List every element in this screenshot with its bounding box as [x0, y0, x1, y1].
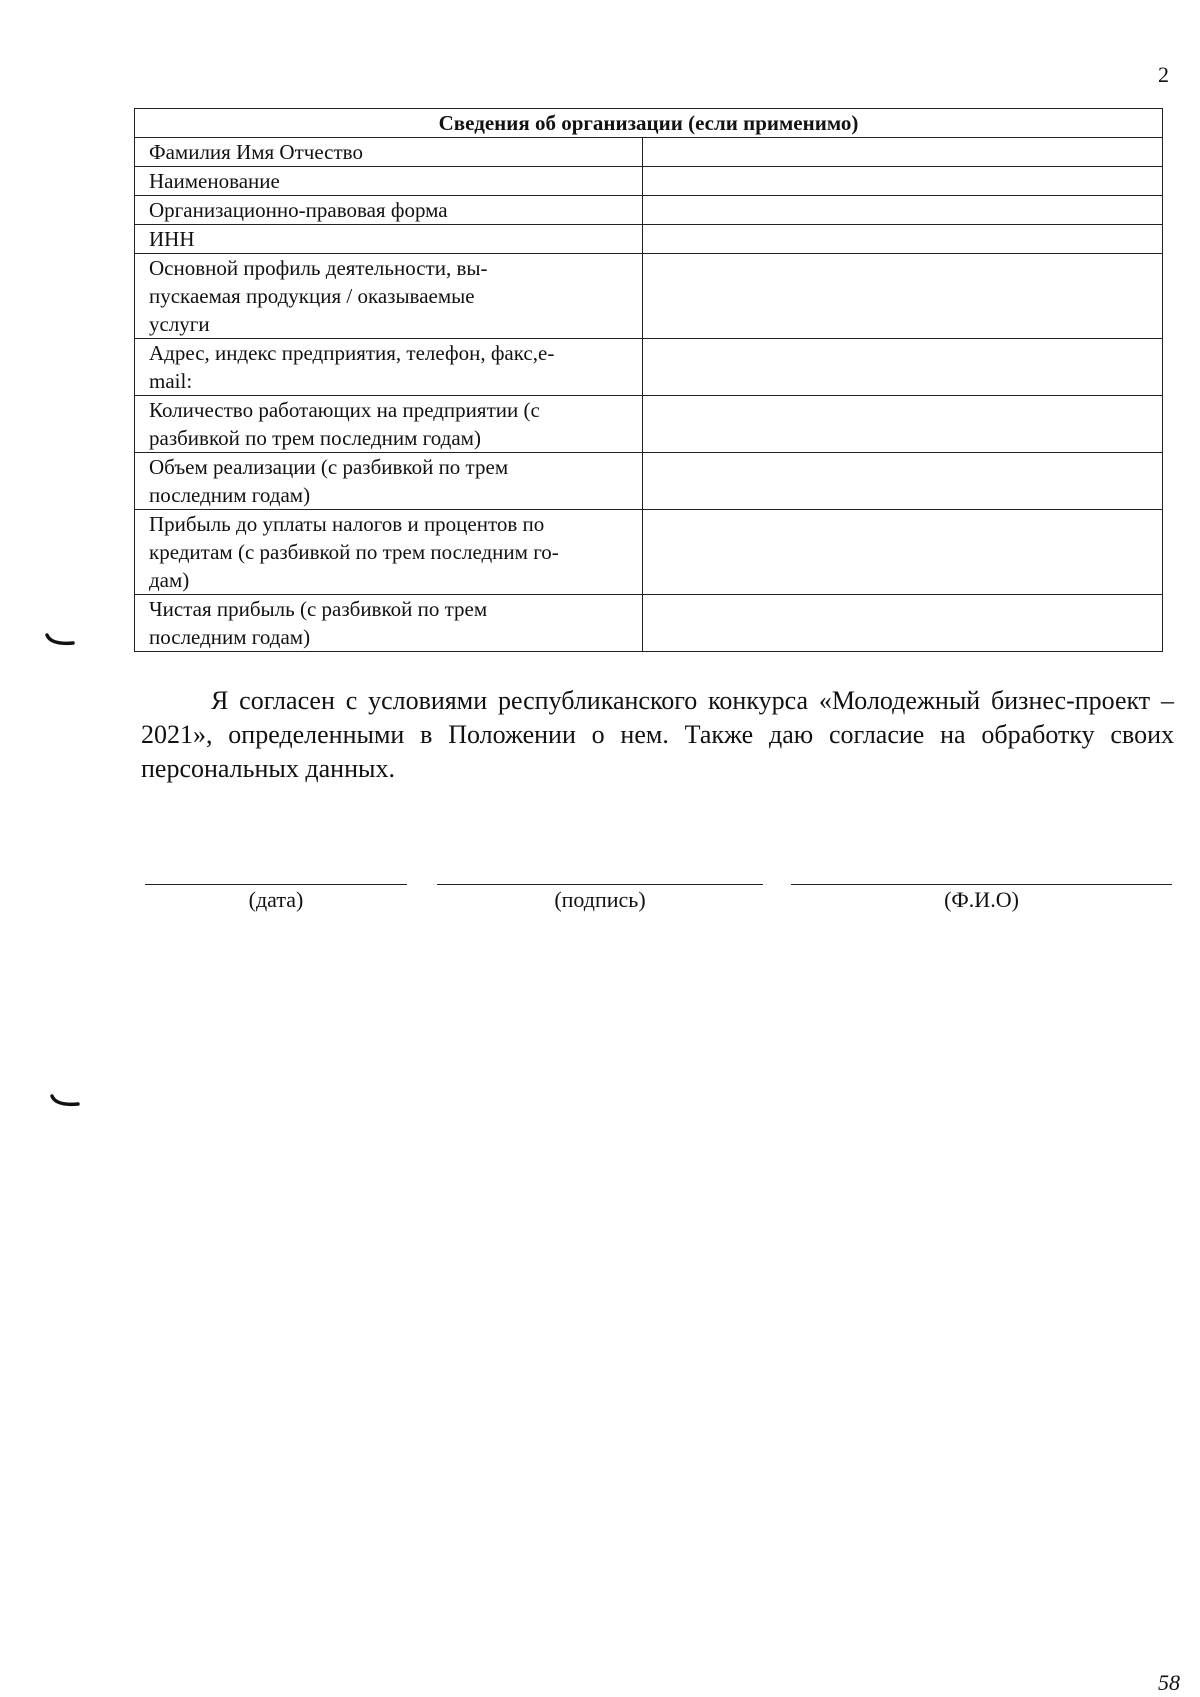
consent-paragraph: Я согласен с условиями республиканского конкурса «Молодежный бизнес-проект – 2021», определенными в Положении о нем. Также даю согласие на обработку своих персональных данных. — [141, 686, 1174, 783]
date-label: (дата) — [248, 887, 304, 912]
row-label-full-name: Фамилия Имя Отчество — [135, 138, 643, 167]
row-label-activity-profile: Основной профиль деятельности, вы- пускаемая продукция / оказываемые услуги — [135, 254, 643, 339]
table-row — [135, 225, 1163, 254]
row-value-employees[interactable] — [643, 396, 1163, 453]
binder-hole-mark-icon — [50, 1094, 80, 1110]
page-number: 2 — [1158, 62, 1169, 87]
table-row — [135, 510, 1163, 595]
row-value-name[interactable] — [643, 167, 1163, 196]
row-value-inn[interactable] — [643, 225, 1163, 254]
row-value-net-profit[interactable] — [643, 595, 1163, 652]
row-label-name: Наименование — [135, 167, 643, 196]
row-value-pretax-profit[interactable] — [643, 510, 1163, 595]
row-label-employees: Количество работающих на предприятии (с разбивкой по трем последним годам) — [135, 396, 643, 453]
row-label-net-profit: Чистая прибыль (с разбивкой по трем последним годам) — [135, 595, 643, 652]
row-label-legal-form: Организационно-правовая форма — [135, 196, 643, 225]
table-row — [135, 196, 1163, 225]
table-header-row — [135, 109, 1163, 138]
row-value-sales-volume[interactable] — [643, 453, 1163, 510]
signature-label: (подпись) — [554, 887, 646, 912]
table-row — [135, 595, 1163, 652]
full-name-label: (Ф.И.О) — [944, 887, 1019, 912]
row-label-sales-volume: Объем реализации (с разбивкой по трем последним годам) — [135, 453, 643, 510]
handwritten-page-mark: 58 — [1158, 1670, 1180, 1695]
date-line[interactable] — [145, 884, 407, 885]
organization-info-table — [134, 108, 1163, 652]
row-label-address: Адрес, индекс предприятия, телефон, факс,e- mail: — [135, 339, 643, 396]
signature-line[interactable] — [437, 884, 763, 885]
row-label-pretax-profit: Прибыль до уплаты налогов и процентов по кредитам (с разбивкой по трем последним го- дам) — [135, 510, 643, 595]
full-name-line[interactable] — [791, 884, 1172, 885]
row-label-inn: ИНН — [135, 225, 643, 254]
table-row — [135, 396, 1163, 453]
table-row — [135, 254, 1163, 339]
row-value-legal-form[interactable] — [643, 196, 1163, 225]
row-value-activity-profile[interactable] — [643, 254, 1163, 339]
table-title: Сведения об организации (если применимо) — [135, 109, 1163, 138]
table-row — [135, 167, 1163, 196]
binder-hole-mark-icon — [45, 633, 75, 649]
row-value-full-name[interactable] — [643, 138, 1163, 167]
table-row — [135, 339, 1163, 396]
table-row — [135, 453, 1163, 510]
table-row — [135, 138, 1163, 167]
row-value-address[interactable] — [643, 339, 1163, 396]
